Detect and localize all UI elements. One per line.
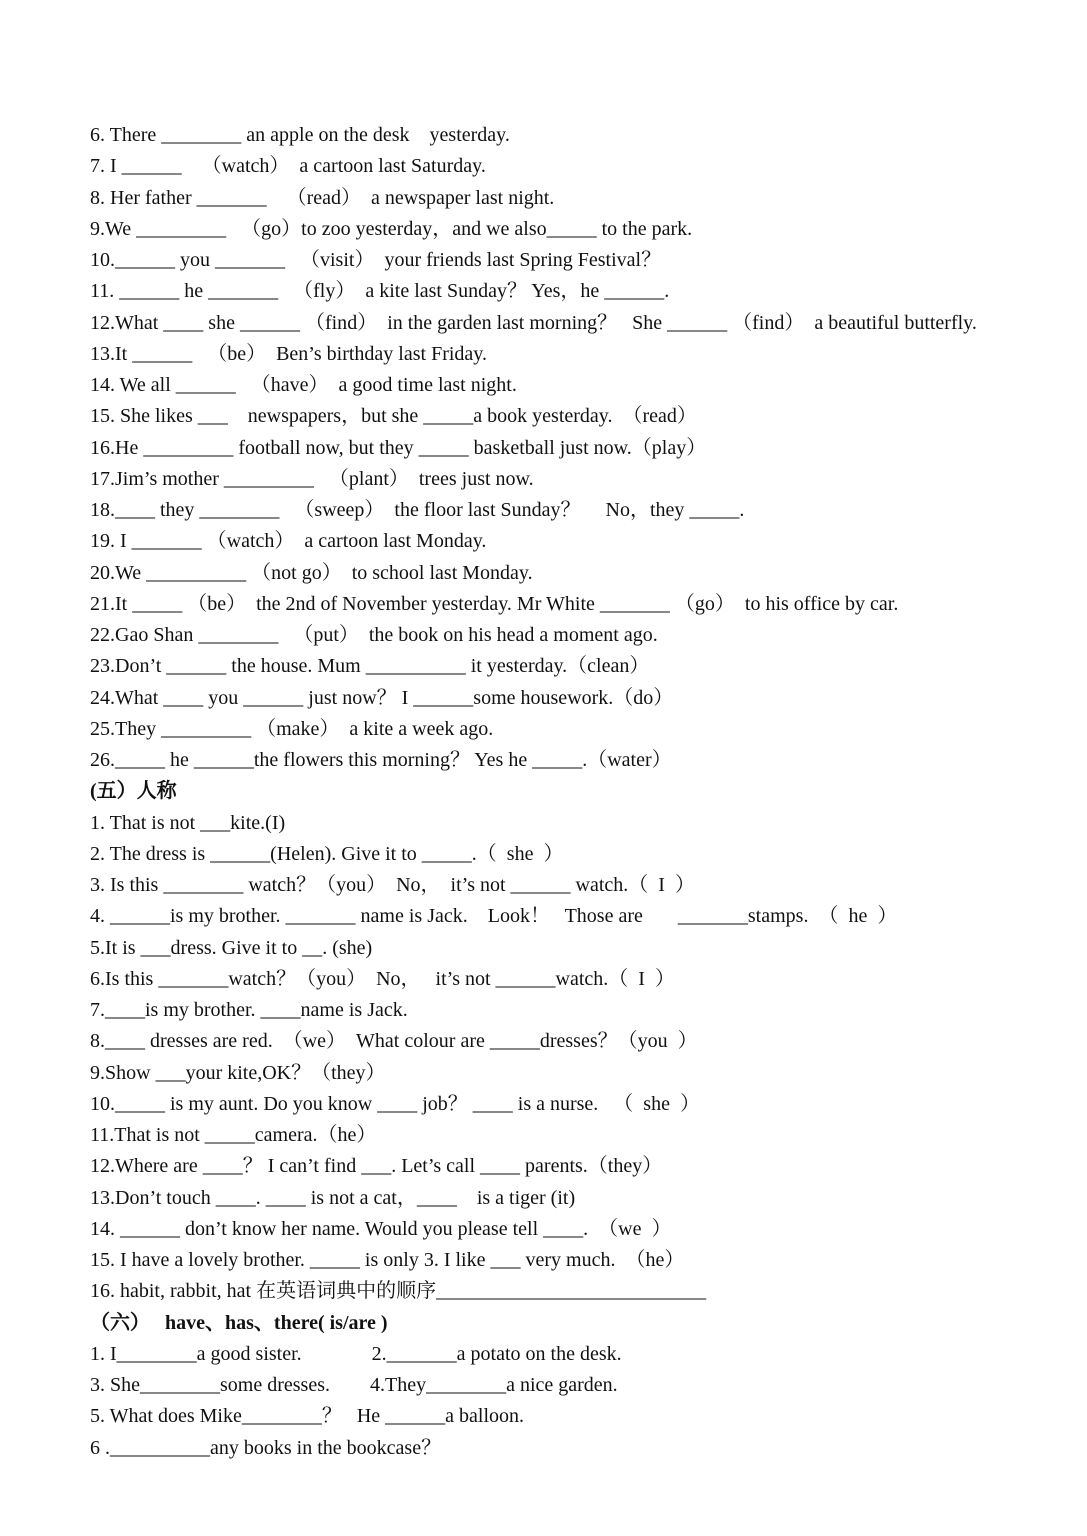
exercise-line: 5. What does Mike________？ He ______a balloon.	[90, 1405, 525, 1428]
exercise-line: 20.We __________ （not go） to school last Monday.	[90, 561, 533, 584]
exercise-line: 10.______ you _______ （visit） your friends last Spring Festival？	[90, 249, 662, 271]
exercise-line: 17.Jim’s mother _________ （plant） trees just now.	[90, 467, 534, 490]
exercise-line: 22.Gao Shan ________ （put） the book on his head a moment ago.	[90, 624, 658, 646]
exercise-line: 12.What ____ she ______ （find） in the garden last morning？ She ______ （find） a beautiful butterfly.	[90, 311, 977, 334]
exercise-line: 13.It ______ （be） Ben’s birthday last Friday.	[90, 342, 487, 365]
exercise-line: 1. I________a good sister. 2._______a potato on the desk.	[90, 1342, 622, 1365]
exercise-line: 16. habit, rabbit, hat 在英语词典中的顺序___________________________	[90, 1280, 707, 1303]
exercise-line: 8.____ dresses are red. （we） What colour are _____dresses？（you ）	[90, 1030, 698, 1053]
exercise-line: 18.____ they ________ （sweep） the floor last Sunday？ No，they _____.	[90, 499, 745, 521]
exercise-line: 4. ______is my brother. _______ name is Jack. Look！ Those are _______stamps. （ he ）	[90, 905, 898, 928]
exercise-line: 21.It _____ （be） the 2nd of November yesterday. Mr White _______ （go） to his office by car.	[90, 592, 899, 615]
exercise-line: 6.Is this _______watch？（you） No， it’s not ______watch.（ I ）	[90, 967, 675, 990]
exercise-line: 11.That is not _____camera.（he）	[90, 1124, 377, 1146]
exercise-line: 6 .__________any books in the bookcase？	[90, 1436, 442, 1459]
exercise-line: 10._____ is my aunt. Do you know ____ job？ ____ is a nurse. （ she ）	[90, 1092, 700, 1115]
exercise-line: 19. I _______ （watch） a cartoon last Monday.	[90, 530, 487, 553]
exercise-line: 23.Don’t ______ the house. Mum __________ it yesterday.（clean）	[90, 655, 650, 678]
exercise-line: 2. The dress is ______(Helen). Give it to _____.（ she ）	[90, 842, 564, 865]
exercise-line: 9.We _________ （go）to zoo yesterday，and we also_____ to the park.	[90, 217, 693, 240]
exercise-line: 5.It is ___dress. Give it to __. (she)	[90, 936, 373, 959]
exercise-line: 16.He _________ football now, but they _____ basketball just now.（play）	[90, 436, 707, 459]
exercise-line: 1. That is not ___kite.(I)	[90, 811, 286, 834]
exercise-line: 8. Her father _______ （read） a newspaper last night.	[90, 186, 555, 209]
exercise-line: 15. She likes ___ newspapers，but she _____a book yesterday. （read）	[90, 405, 697, 428]
exercise-line: 25.They _________ （make） a kite a week ago.	[90, 717, 494, 740]
exercise-line: 7.____is my brother. ____name is Jack.	[90, 999, 408, 1021]
exercise-line: 15. I have a lovely brother. _____ is only 3. I like ___ very much. （he）	[90, 1249, 685, 1271]
exercise-line: 3. Is this ________ watch？（you） No， it’s not ______ watch.（ I ）	[90, 874, 695, 896]
section-heading: (五）人称	[90, 780, 177, 803]
exercise-line: 14. ______ don’t know her name. Would you please tell ____. （we ）	[90, 1217, 672, 1240]
exercise-line: 9.Show ___your kite,OK？（they）	[90, 1061, 386, 1084]
exercise-line: 24.What ____ you ______ just now？ I ______some housework.（do）	[90, 686, 674, 709]
section-heading: （六） have、has、there( is/are )	[90, 1311, 388, 1334]
exercise-line: 3. She________some dresses. 4.They________a nice garden.	[90, 1374, 618, 1396]
exercise-line: 12.Where are ____？ I can’t find ___. Let’s call ____ parents.（they）	[90, 1155, 663, 1178]
exercise-line: 7. I ______ （watch） a cartoon last Saturday.	[90, 155, 486, 178]
worksheet	[90, 120, 1060, 1464]
exercise-line: 11. ______ he _______ （fly） a kite last Sunday？ Yes，he ______.	[90, 280, 670, 303]
exercise-line: 6. There ________ an apple on the desk yesterday.	[90, 124, 510, 146]
exercise-line: 26._____ he ______the flowers this morning？ Yes he _____.（water）	[90, 749, 672, 771]
exercise-line: 14. We all ______ （have） a good time last night.	[90, 374, 517, 396]
exercise-line: 13.Don’t touch ____. ____ is not a cat，____ is a tiger (it)	[90, 1186, 576, 1209]
